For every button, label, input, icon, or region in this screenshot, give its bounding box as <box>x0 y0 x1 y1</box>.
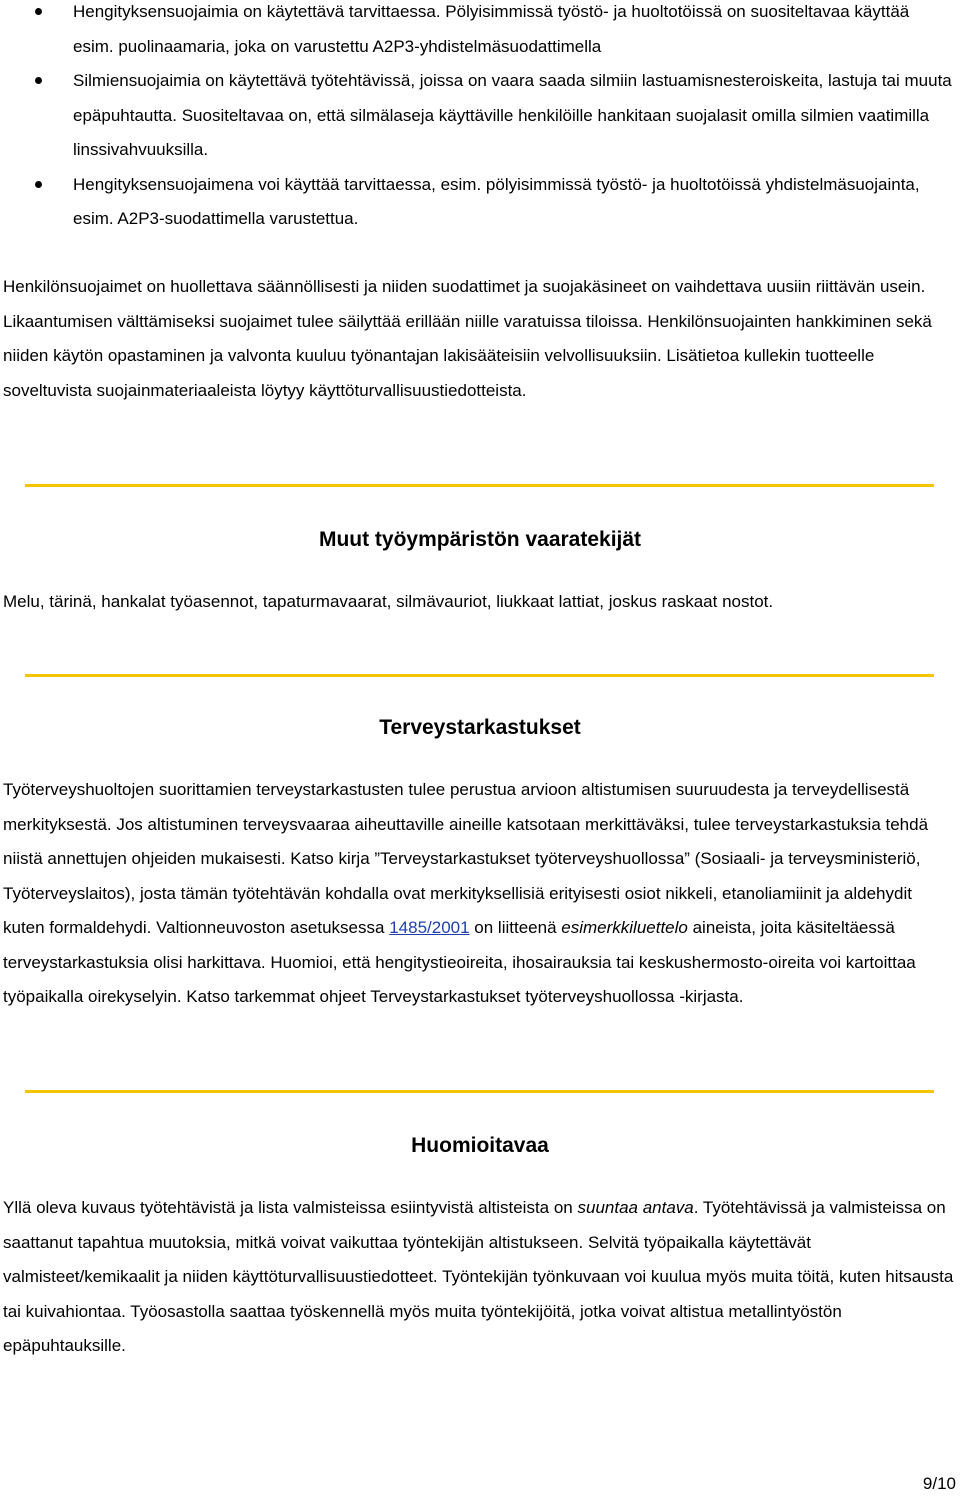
health-checks-paragraph <box>3 773 955 1015</box>
section-title-other-hazards: Muut työympäristön vaaratekijät <box>318 528 642 551</box>
section-divider <box>25 674 934 677</box>
ppe-paragraph: Henkilönsuojaimet on huollettava säännöllisesti ja niiden suodattimet ja suojakäsineet on vaihdettava uusiin riittävän usein. Likaantumisen välttämiseksi suojaimet tulee säilyttää erillään niille varatuissa tiloissa. Henkilönsuojainten hankkiminen sekä niiden käytön opastaminen ja valvonta kuuluu työnantajan lakisääteisiin velvollisuuksiin. Lisätietoa kullekin tuotteelle soveltuvista suojainmateriaaleista löytyy käyttöturvallisuustiedotteista. <box>3 277 932 400</box>
decree-link[interactable]: 1485/2001 <box>389 918 470 937</box>
page-number: 9/10 <box>922 1474 956 1493</box>
health-text-part: on liitteenä <box>469 918 562 937</box>
bullet-dot-icon <box>35 77 42 84</box>
bullet-dot-icon <box>35 8 42 15</box>
bullet-dot-icon <box>35 181 42 188</box>
list-item <box>0 0 960 64</box>
notes-text-part: . Työtehtävissä ja valmisteissa on saattanut tapahtua muutoksia, mitkä voivat vaikuttaa työntekijän altistukseen. Selvitä työpaikalla käytettävät valmisteet/kemikaalit ja niiden käyttöturvallisuustiedotteet. Työntekijän työnkuvaan voi kuulua myös muita töitä, kuten hitsausta tai kuivahiontaa. Työosastolla saattaa työskennellä myös muita työntekijöitä, jotka voivat altistua metallintyöstön epäpuhtauksille. <box>3 1198 954 1355</box>
notes-text-part: Yllä oleva kuvaus työtehtävistä ja lista valmisteissa esiintyvistä altisteista on <box>3 1198 578 1217</box>
section-divider <box>25 484 934 487</box>
list-item <box>0 168 960 237</box>
example-list-term: esimerkkiluettelo <box>561 918 688 937</box>
notes-paragraph <box>3 1191 955 1364</box>
other-hazards-text: Melu, tärinä, hankalat työasennot, tapaturmavaarat, silmävauriot, liukkaat lattiat, joskus raskaat nostot. <box>3 592 774 611</box>
section-divider <box>25 1090 934 1093</box>
bullet-text: Hengityksensuojaimia on käytettävä tarvittaessa. Pölyisimmissä työstö- ja huoltotöissä on suositeltavaa käyttää esim. puolinaamaria, joka on varustettu A2P3-yhdistelmäsuodattimella <box>73 2 910 56</box>
bullet-text: Hengityksensuojaimena voi käyttää tarvittaessa, esim. pölyisimmissä työstö- ja huoltotöissä yhdistelmäsuojainta, esim. A2P3-suodattimella varustettua. <box>73 174 920 228</box>
bullet-text: Silmiensuojaimia on käytettävä työtehtävissä, joissa on vaara saada silmiin lastuamisnesteroiskeita, lastuja tai muuta epäpuhtautta. Suositeltavaa on, että silmälaseja käyttäville henkilöille hankitaan suojalasit omilla silmien vaatimilla linssivahvuuksilla. <box>73 71 952 159</box>
section-title-notes: Huomioitavaa <box>411 1134 549 1157</box>
health-text-part: Työterveyshuoltojen suorittamien terveystarkastusten tulee perustua arvioon altistumisen suuruudesta ja terveydellisestä merkityksestä. Jos altistuminen terveysvaaraa aiheuttaville aineille katsotaan merkittäväksi, tulee terveystarkastuksia tehdä niistä annettujen ohjeiden mukaisesti. Katso kirja ”Terveystarkastukset työterveyshuollossa” (Sosiaali- ja terveysministeriö, Työterveyslaitos), josta tämän työtehtävän kohdalla ovat merkityksellisiä erityisesti osiot nikkeli, etanoliamiinit ja aldehydit kuten formaldehydi. Valtionneuvoston asetuksessa <box>3 780 929 937</box>
health-text-part: aineista, joita käsiteltäessä terveystarkastuksia olisi harkittava. Huomioi, että hengitystieoireita, ihosairauksia tai keskushermosto-oireita voi kartoittaa työpaikalla oirekyselyin. Katso tarkemmat ohjeet Terveystarkastukset työterveyshuollossa -kirjasta. <box>3 918 916 1006</box>
indicative-term: suuntaa antava <box>577 1198 694 1217</box>
list-item <box>0 64 960 168</box>
section-title-health-checks: Terveystarkastukset <box>379 716 581 739</box>
bullet-list <box>0 0 960 237</box>
